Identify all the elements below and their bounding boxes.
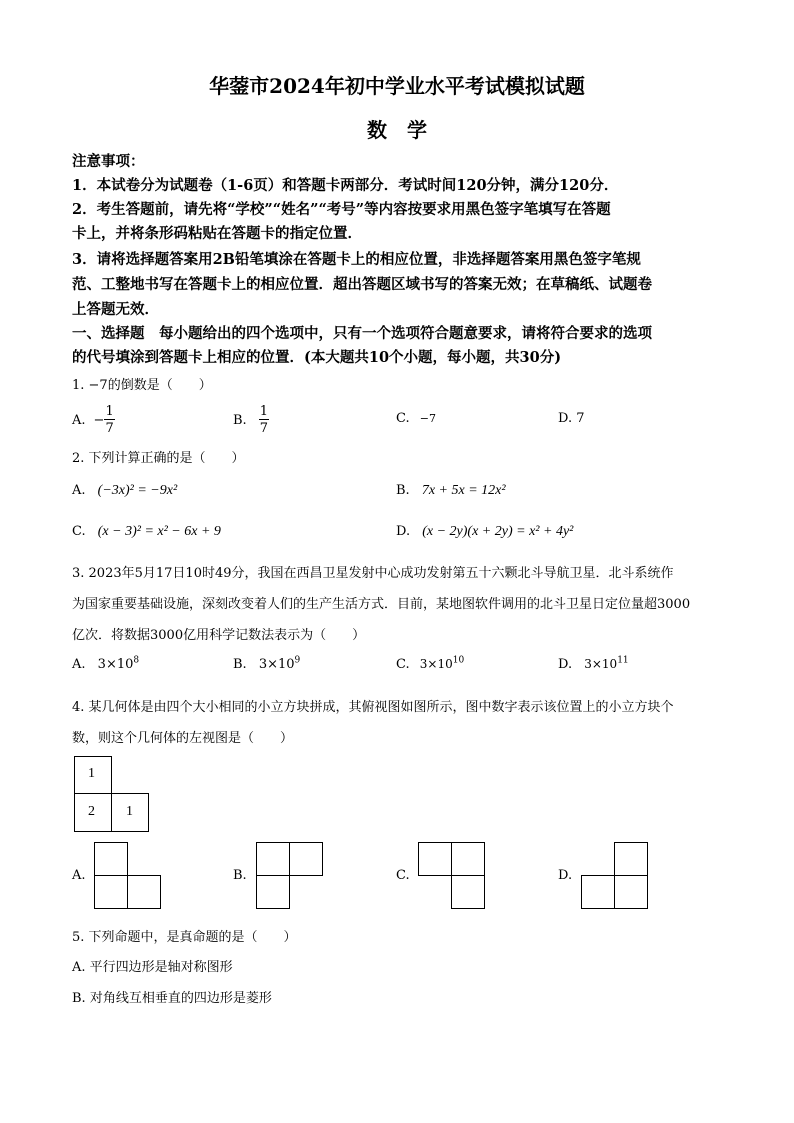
q1-option-a [72, 400, 115, 440]
q3-c-exponent: 10 [452, 655, 465, 666]
q4-c-square [451, 842, 485, 876]
q2-c-expression: (x − 3)² = x² − 6x + 9 [97, 524, 221, 539]
q2-option-c [72, 524, 221, 540]
q4-grid-number-bottom-left: 2 [88, 804, 95, 819]
q2-a-expression: (−3x)² = −9x² [97, 483, 178, 498]
q4-a-square [127, 875, 161, 909]
q1-option-b [233, 400, 269, 440]
q3-option-a [72, 657, 139, 672]
section-1-line-2: 的代号填涂到答题卡上相应的位置．(本大题共10个小题，每小题，共30分) [72, 349, 562, 366]
q5-stem: 5. 下列命题中，是真命题的是（ ） [72, 930, 297, 945]
q5-option-b: B. 对角线互相垂直的四边形是菱形 [72, 991, 272, 1006]
q1-b-denominator: 7 [259, 421, 268, 436]
q4-option-d-label: D. [558, 868, 573, 883]
q1-a-numerator: 1 [105, 404, 114, 419]
subject-title: 数 学 [367, 118, 427, 142]
q3-b-base: 3×10 [258, 657, 295, 672]
q4-option-c-label: C. [396, 868, 410, 883]
q3-option-b [233, 657, 300, 672]
q4-line-2: 数，则这个几何体的左视图是（ ） [72, 731, 294, 746]
q4-a-square [94, 842, 128, 876]
q2-d-label: D. [396, 524, 411, 539]
exam-title: 华蓥市2024年初中学业水平考试模拟试题 [209, 74, 585, 98]
q3-line-2: 为国家重要基础设施，深刻改变着人们的生产生活方式．目前，某地图软件调用的北斗卫星日定位量超3000 [72, 597, 691, 612]
q3-a-base: 3×10 [97, 657, 134, 672]
q2-b-expression: 7x + 5x = 12x² [421, 483, 506, 498]
q3-d-label: D. [558, 657, 573, 672]
q3-b-exponent: 9 [294, 655, 301, 666]
q1-c-label: C. [396, 411, 410, 426]
q2-d-expression: (x − 2y)(x + 2y) = x² + 4y² [422, 524, 574, 539]
notice-item-3-line-2: 范、工整地书写在答题卡上的相应位置．超出答题区域书写的答案无效；在草稿纸、试题卷 [72, 276, 652, 293]
q4-c-square [451, 875, 485, 909]
q3-a-exponent: 8 [133, 655, 140, 666]
q3-line-3: 亿次．将数据3000亿用科学记数法表示为（ ） [72, 628, 366, 643]
q1-stem: 1. −7的倒数是（ ） [72, 378, 212, 393]
q3-d-exponent: 11 [617, 655, 629, 666]
q2-option-a [72, 483, 177, 499]
q3-option-d [558, 657, 629, 672]
q4-line-1: 4. 某几何体是由四个大小相同的小立方块拼成，其俯视图如图所示，图中数字表示该位置上的小立方块个 [72, 700, 674, 715]
notice-item-2-line-1: 2．考生答题前，请先将“学校”“姓名”“考号”等内容按要求用黑色签字笔填写在答题 [72, 201, 611, 218]
q4-d-square [614, 875, 648, 909]
q2-stem: 2. 下列计算正确的是（ ） [72, 451, 245, 466]
q2-a-label: A. [72, 483, 86, 498]
q1-a-fraction [104, 405, 114, 435]
q3-line-1: 3. 2023年5月17日10时49分，我国在西昌卫星发射中心成功发射第五十六颗北斗导航卫星．北斗系统作 [72, 566, 674, 581]
q3-a-label: A. [72, 657, 86, 672]
q5-option-a: A. 平行四边形是轴对称图形 [72, 960, 233, 975]
q4-b-square [256, 842, 290, 876]
q1-b-numerator: 1 [259, 404, 268, 419]
q4-b-square [256, 875, 290, 909]
q3-c-base: 3×10 [419, 657, 453, 671]
q4-grid-number-top: 1 [88, 766, 95, 781]
q3-option-c [396, 657, 464, 672]
q4-grid-number-bottom-right: 1 [126, 804, 133, 819]
notice-heading: 注意事项： [72, 153, 145, 170]
q1-a-label: A. [72, 412, 86, 428]
q4-d-square [581, 875, 615, 909]
q2-b-label: B. [396, 483, 410, 498]
section-1-line-1: 一、选择题 每小题给出的四个选项中，只有一个选项符合题意要求，请将符合要求的选项 [72, 325, 652, 342]
q1-option-c [396, 411, 436, 426]
q4-d-square [614, 842, 648, 876]
q3-c-label: C. [396, 657, 410, 672]
notice-item-3-line-1: 3．请将选择题答案用2B铅笔填涂在答题卡上的相应位置，非选择题答案用黑色签字笔规 [72, 251, 641, 268]
q1-b-fraction [259, 405, 269, 435]
q4-option-b-label: B. [233, 868, 247, 883]
q2-option-b [396, 483, 506, 499]
notice-item-3-line-3: 上答题无效． [72, 301, 159, 318]
q4-b-square [289, 842, 323, 876]
notice-item-2-line-2: 卡上，并将条形码粘贴在答题卡的指定位置． [72, 225, 362, 242]
q2-option-d [396, 524, 573, 540]
notice-item-1: 1．本试卷分为试题卷（1-6页）和答题卡两部分．考试时间120分钟，满分120分． [72, 177, 619, 194]
q4-c-square [418, 842, 452, 876]
q1-option-d: D. 7 [558, 411, 585, 426]
q2-c-label: C. [72, 524, 86, 539]
q3-d-base: 3×10 [584, 657, 618, 671]
q4-option-a-label: A. [72, 868, 86, 883]
q1-c-value: −7 [419, 412, 436, 425]
q1-a-denominator: 7 [105, 421, 114, 436]
q4-a-square [94, 875, 128, 909]
q3-b-label: B. [233, 657, 247, 672]
q1-a-sign: − [93, 412, 105, 428]
q1-b-label: B. [233, 412, 247, 428]
